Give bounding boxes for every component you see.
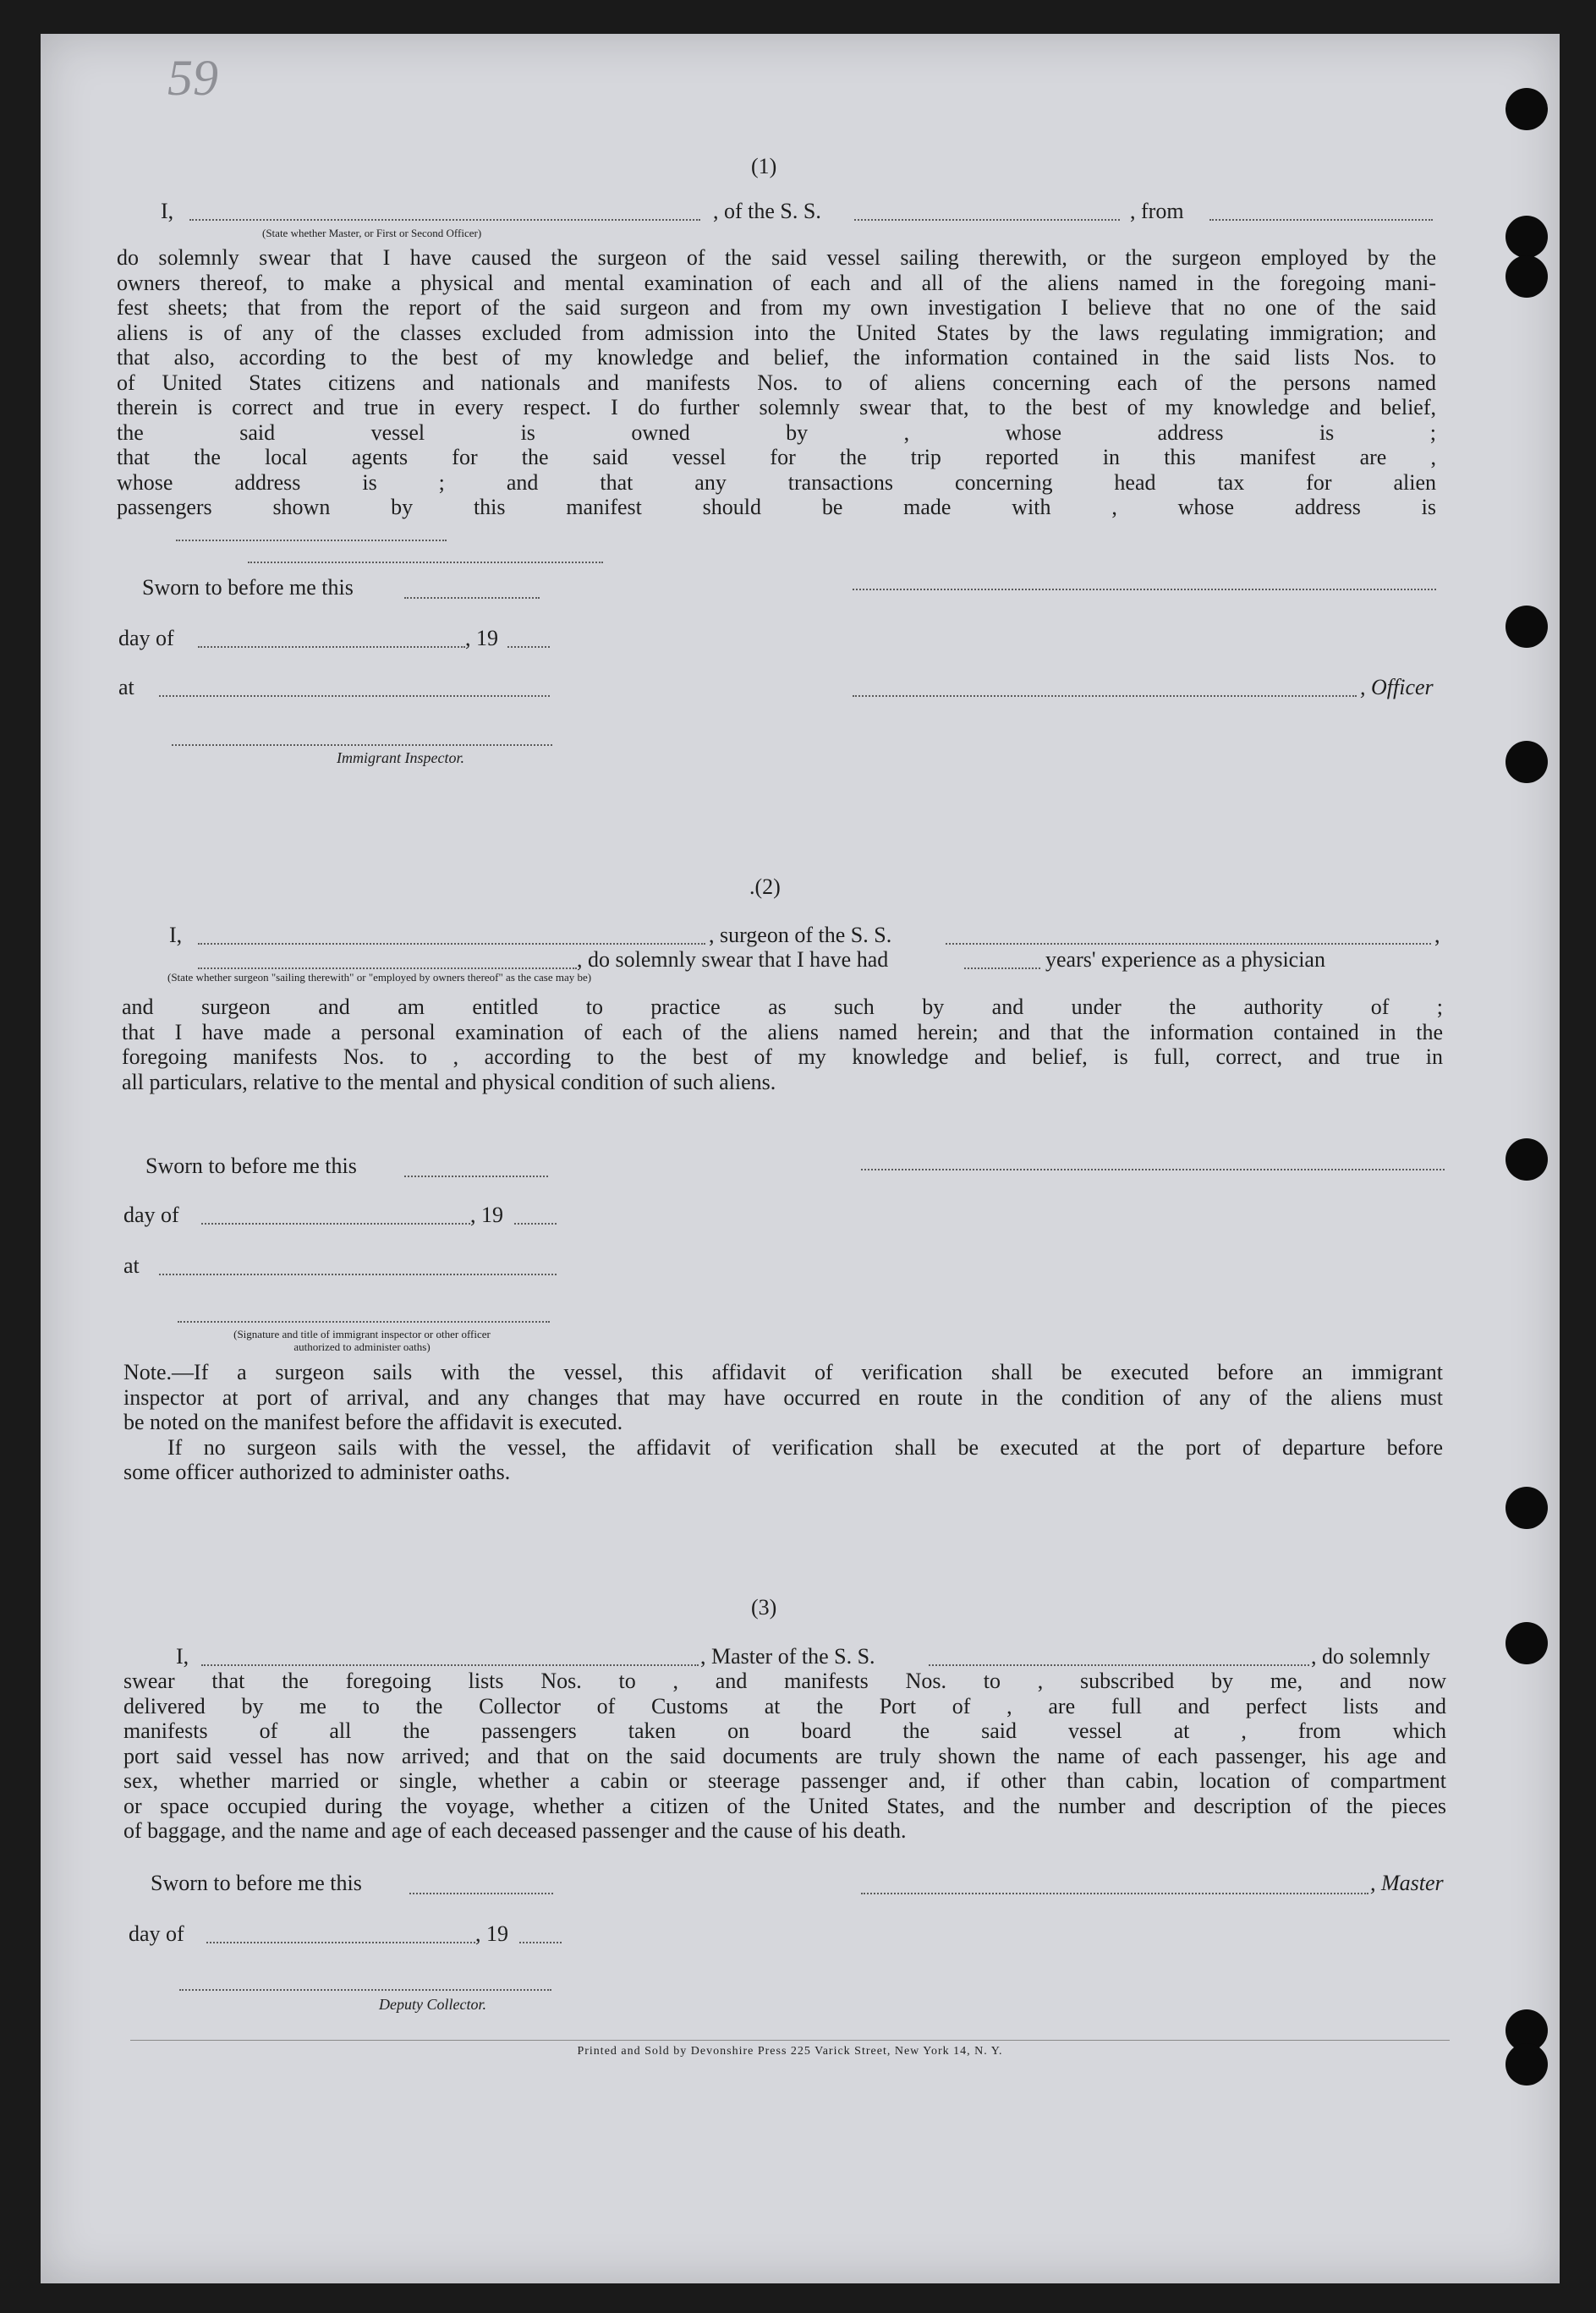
day-field-2[interactable]: [201, 1223, 470, 1225]
punch-hole: [1506, 1487, 1548, 1529]
printer-footer: Printed and Sold by Devonshire Press 225 Varick Street, New York 14, N. Y.: [577, 2045, 1003, 2058]
punch-hole: [1506, 88, 1548, 130]
day-of-label-2: day of: [123, 1203, 179, 1227]
punch-hole: [1506, 1622, 1548, 1664]
sworn-label-2: Sworn to before me this: [145, 1154, 357, 1178]
collector-signature-field[interactable]: [179, 1989, 551, 1991]
section1-i-label: I,: [161, 199, 174, 223]
master-of-label: , Master of the S. S.: [700, 1644, 875, 1669]
day-of-label-3: day of: [129, 1921, 184, 1946]
sworn-label-3: Sworn to before me this: [151, 1871, 362, 1895]
of-ss-label: , of the S. S.: [713, 199, 821, 223]
master-label: , Master: [1370, 1871, 1444, 1895]
nineteen-label-3: , 19: [475, 1921, 508, 1946]
ship-name-field[interactable]: [854, 219, 1120, 221]
section1-oath-text: do solemnly swear that I have caused the surgeon of the said vessel sailing therewith, or the surgeon employed by the owners thereof, to make a physical and mental examination of each and all of the aliens named in the foregoing mani- fest sheets; that from the report of the said surgeon and from my own investigation I believe that no one of the said aliens is of any of the classes excluded from admission into the United States by the laws regulating immigration; and that also, according to the best of my knowledge and belief, the information contained in the said lists Nos. to of United States citizens and nationals and manifests Nos. to of aliens concerning each of the persons named therein is correct and true in every respect. I do further solemnly swear that, to the best of my knowledge and belief, the said vessel is owned by , whose address is ; that the local agents for the said vessel for the trip reported in this manifest are , whose address is ; and that any transactions concerning head tax for alien passengers shown by this manifest should be made with , whose address is: [117, 245, 1436, 519]
at-place-field-2[interactable]: [159, 1274, 557, 1275]
punch-hole: [1506, 216, 1548, 258]
section3-heading: (3): [751, 1595, 777, 1620]
collector-label: Deputy Collector.: [379, 1996, 486, 2013]
form-page: [41, 34, 1560, 2283]
day-field-1[interactable]: [198, 646, 465, 648]
do-solemnly-label: , do solemnly: [1311, 1644, 1430, 1669]
surgeon-of-label: , surgeon of the S. S.: [709, 923, 892, 947]
at-place-field-1[interactable]: [159, 695, 550, 697]
surgeon-status-field[interactable]: [198, 967, 577, 969]
inspector-signature-field-1[interactable]: [172, 744, 552, 746]
address-dots: [248, 562, 603, 563]
sworn-date-field-3[interactable]: [409, 1893, 553, 1894]
surgeon-ship-field[interactable]: [946, 943, 1431, 945]
master-signature-field[interactable]: [861, 1893, 1368, 1894]
section3-i-label: I,: [176, 1644, 189, 1669]
punch-hole: [1506, 741, 1548, 783]
comma: ,: [1434, 923, 1440, 947]
officer-signature-field-1a[interactable]: [853, 589, 1436, 590]
state-officer-note: (State whether Master, or First or Second Officer): [262, 227, 482, 239]
officer-label: , Officer: [1360, 675, 1434, 699]
inspector-label: Immigrant Inspector.: [337, 749, 464, 766]
at-label-2: at: [123, 1253, 140, 1278]
surgeon-name-field[interactable]: [198, 943, 705, 945]
solemnly-label: , do solemnly swear that I have had: [577, 947, 889, 972]
punch-hole: [1506, 255, 1548, 298]
section2-i-label: I,: [169, 923, 183, 947]
punch-hole: [1506, 606, 1548, 648]
signature-note: (Signature and title of immigrant inspector or other officer authorized to administer oaths): [233, 1328, 491, 1353]
year-field-2[interactable]: [514, 1223, 557, 1225]
sworn-date-field-1[interactable]: [404, 597, 540, 599]
section3-oath-text: swear that the foregoing lists Nos. to , and manifests Nos. to , subscribed by me, and now delivered by me to the Collector of Customs at the Port of , are full and perfect lists and manifests of all the passengers taken on board the said vessel at , from which port said vessel has now arrived; and that on the said documents are truly shown the name of each passenger, his age and sex, whether married or single, whether a cabin or steerage passenger and, if other than cabin, location of compartment or space occupied during the voyage, whether a citizen of the United States, and the number and description of the pieces of baggage, and the name and age of each deceased passenger and the cause of his death.: [123, 1669, 1446, 1843]
surgeon-status-note: (State whether surgeon "sailing therewith" or "employed by owners thereof" as the case may be): [167, 971, 592, 984]
master-ship-field[interactable]: [929, 1664, 1309, 1666]
section2-heading: .(2): [749, 874, 781, 899]
nineteen-label-2: , 19: [470, 1203, 503, 1227]
year-field-3[interactable]: [519, 1942, 562, 1943]
section2-oath-text: and surgeon and am entitled to practice as such by and under the authority of ; that I have made a personal examination of each of the aliens named herein; and that the information contained in the foregoing manifests Nos. to , according to the best of my knowledge and belief, is full, correct, and true in all particulars, relative to the mental and physical condition of such aliens.: [122, 995, 1443, 1094]
at-label-1: at: [118, 675, 134, 699]
footer-rule: [130, 2040, 1450, 2041]
from-label: , from: [1130, 199, 1184, 223]
surgeon-signature-field[interactable]: [861, 1169, 1445, 1170]
punch-hole: [1506, 2043, 1548, 2086]
nineteen-label-1: , 19: [465, 626, 498, 650]
sworn-date-field-2[interactable]: [404, 1176, 548, 1177]
note-text: Note.—If a surgeon sails with the vessel, this affidavit of verification shall be executed before an immigrant inspector at port of arrival, and any changes that may have occurred en route in the condition of any of the aliens must be noted on the manifest before the affidavit is executed. If no surgeon sails with the vessel, the affidavit of verification shall be executed at the port of departure before some officer authorized to administer oaths.: [123, 1360, 1443, 1484]
years-field[interactable]: [964, 967, 1040, 969]
sworn-label-1: Sworn to before me this: [142, 575, 354, 600]
year-field-1[interactable]: [507, 646, 550, 648]
section1-heading: (1): [751, 154, 777, 178]
years-label: years' experience as a physician: [1045, 947, 1325, 972]
inspector-signature-field-2[interactable]: [178, 1321, 550, 1323]
master-name-field[interactable]: [201, 1664, 699, 1666]
address-continuation-field[interactable]: [176, 540, 447, 541]
officer-name-field[interactable]: [189, 219, 700, 221]
stamp-number: 59: [167, 50, 218, 106]
officer-signature-field-1[interactable]: [853, 695, 1357, 697]
day-of-label-1: day of: [118, 626, 174, 650]
day-field-3[interactable]: [206, 1942, 475, 1943]
punch-hole: [1506, 1138, 1548, 1181]
from-port-field[interactable]: [1209, 219, 1433, 221]
